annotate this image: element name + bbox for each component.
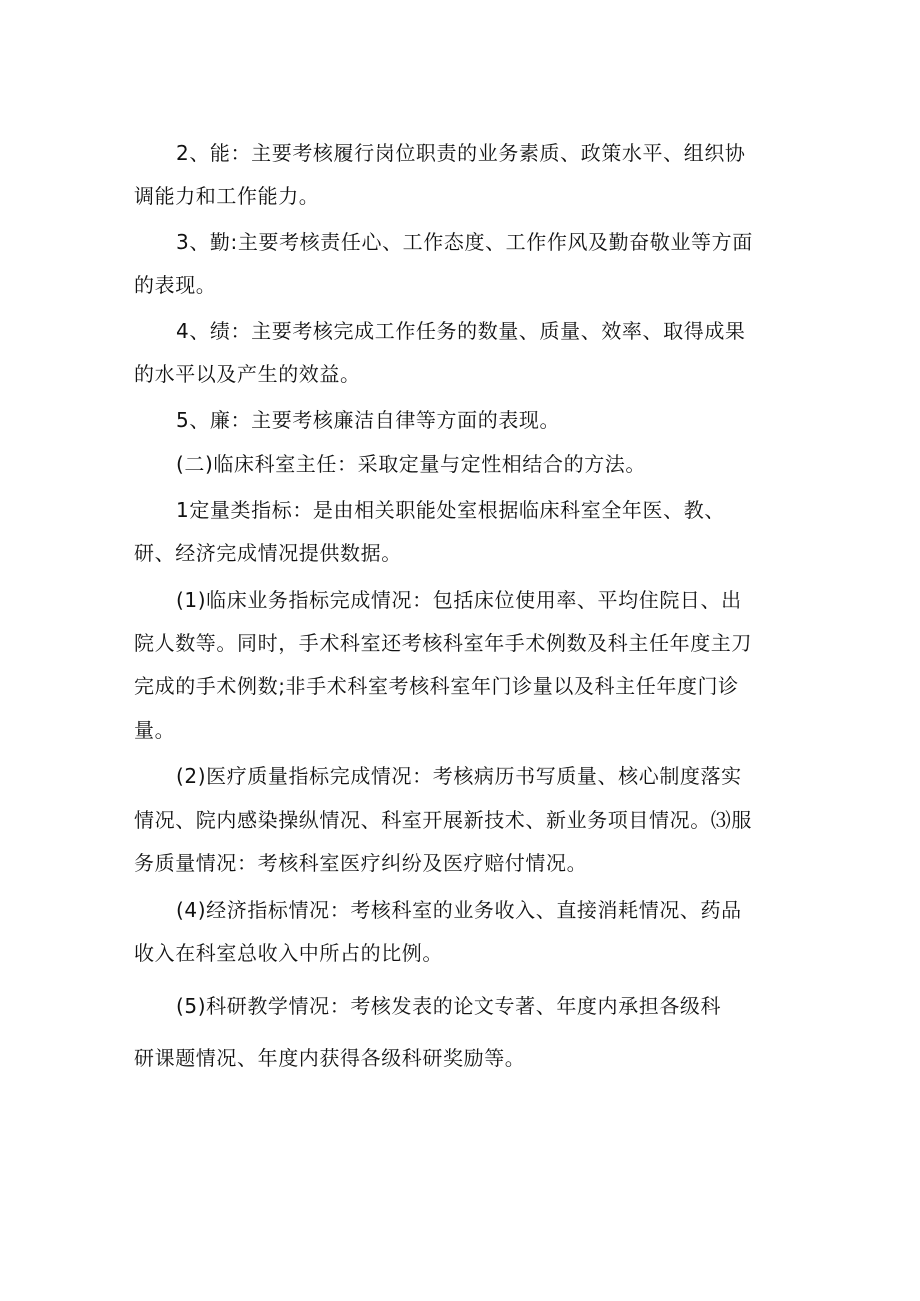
para-item1-line-3: 完成的手术例数;非手术科室考核科室年门诊量以及科主任年度门诊	[134, 674, 739, 698]
para-qin-line-2: 的表现。	[134, 273, 217, 297]
para-item4-line-1: (4)经济指标情况：考核科室的业务收入、直接消耗情况、药品	[176, 898, 742, 922]
para-quant-line-1: 1定量类指标：是由相关职能处室根据临床科室全年医、教、	[176, 498, 725, 522]
para-neng-line-2: 调能力和工作能力。	[134, 184, 320, 208]
para-item2-line-3: 务质量情况：考核科室医疗纠纷及医疗赔付情况。	[134, 851, 588, 875]
para-item1-line-1: (1)临床业务指标完成情况：包括床位使用率、平均住院日、出	[176, 588, 742, 612]
para-ji-line-2: 的水平以及产生的效益。	[134, 362, 361, 386]
para-qin-line-1: 3、勤:主要考核责任心、工作态度、工作作风及勤奋敬业等方面	[176, 230, 753, 254]
para-ji-line-1: 4、绩：主要考核完成工作任务的数量、质量、效率、取得成果	[176, 319, 746, 343]
para-lian-line-1: 5、廉：主要考核廉洁自律等方面的表现。	[176, 408, 561, 432]
para-item5-line-1: (5)科研教学情况：考核发表的论文专著、年度内承担各级科	[176, 994, 722, 1018]
para-neng-line-1: 2、能：主要考核履行岗位职责的业务素质、政策水平、组织协	[176, 141, 746, 165]
para-item2-line-2: 情况、院内感染操纵情况、科室开展新技术、新业务项目情况。⑶服	[134, 808, 752, 832]
para-item1-line-2: 院人数等。同时，手术科室还考核科室年手术例数及科主任年度主刀	[134, 631, 752, 655]
para-item1-line-4: 量。	[134, 718, 176, 742]
para-quant-line-2: 研、经济完成情况提供数据。	[134, 541, 402, 565]
section-heading-2: (二)临床科室主任：采取定量与定性相结合的方法。	[176, 452, 647, 476]
para-item2-line-1: (2)医疗质量指标完成情况：考核病历书写质量、核心制度落实	[176, 764, 742, 788]
para-item4-line-2: 收入在科室总收入中所占的比例。	[134, 941, 443, 965]
para-item5-line-2: 研课题情况、年度内获得各级科研奖励等。	[134, 1046, 526, 1070]
